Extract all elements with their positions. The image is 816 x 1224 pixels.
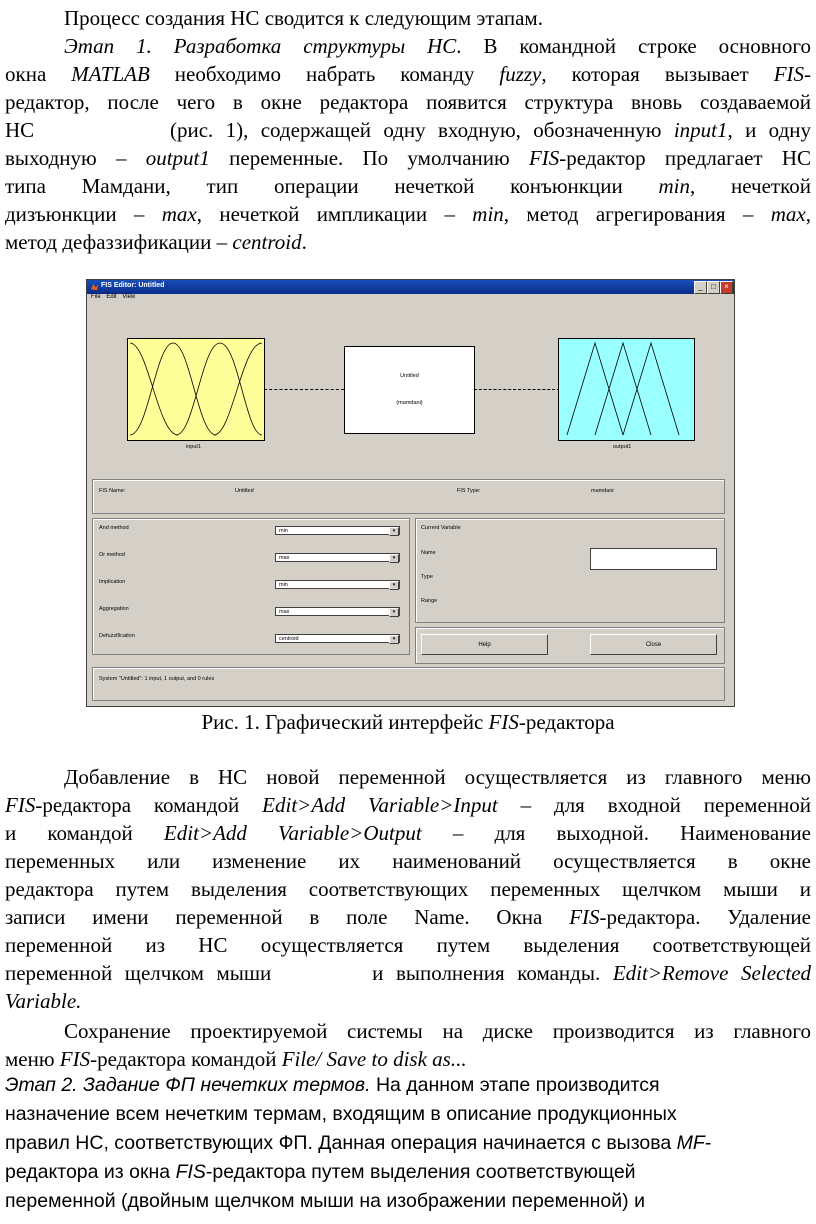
minimize-icon[interactable]: _ bbox=[694, 281, 707, 294]
text-line: редактора путем выделения соответствующих переменных щелчком мыши и bbox=[5, 877, 811, 901]
text-line: FIS-редактора командой Edit>Add Variable>Input – для входной переменной bbox=[5, 793, 812, 817]
text-line: назначение всем нечетким термам, входящим в описание продукционных bbox=[5, 1103, 677, 1125]
method-label: Aggregation bbox=[99, 606, 129, 612]
method-label: Or method bbox=[99, 552, 125, 558]
text-line: переменных или изменение их наименований осуществляется в окне bbox=[5, 849, 811, 873]
fis-diagram bbox=[89, 306, 732, 474]
system-block[interactable] bbox=[344, 346, 475, 434]
maximize-icon[interactable]: □ bbox=[707, 281, 720, 294]
menu-edit[interactable]: Edit bbox=[106, 294, 117, 300]
defuzzification-select[interactable]: centroid ▾ bbox=[275, 634, 400, 643]
implication-select[interactable]: min ▾ bbox=[275, 580, 400, 589]
fis-name-value: Untitled bbox=[235, 488, 254, 494]
current-variable-panel bbox=[415, 518, 725, 623]
chevron-down-icon: ▾ bbox=[389, 581, 399, 590]
connector bbox=[474, 389, 560, 390]
status-text: System "Untitled": 1 input, 1 output, and 0 rules bbox=[99, 676, 215, 682]
method-label: Implication bbox=[99, 579, 126, 585]
text-line: Процесс создания НС сводится к следующим этапам. bbox=[64, 6, 543, 30]
text-line: переменной из НС осуществляется путем выделения соответствующей bbox=[5, 933, 811, 957]
fis-type-value: mamdani bbox=[591, 488, 614, 494]
menu-view[interactable]: View bbox=[122, 294, 136, 300]
and-method-select[interactable]: min ▾ bbox=[275, 526, 400, 535]
output-label: output1 bbox=[613, 444, 632, 450]
name-input[interactable] bbox=[590, 548, 717, 570]
chevron-down-icon: ▾ bbox=[389, 608, 399, 617]
type-label: Type bbox=[421, 574, 433, 580]
text-line: Variable. bbox=[5, 989, 82, 1013]
fis-name-label: FIS Name: bbox=[99, 488, 126, 494]
text-line: метод дефаззификации – centroid. bbox=[5, 230, 307, 254]
menu-bar bbox=[87, 294, 734, 304]
text-line: типа Мамдани, тип операции нечеткой конъюнкции min, нечеткой bbox=[5, 174, 811, 198]
close-icon[interactable]: × bbox=[720, 281, 733, 294]
text-line: Этап 2. Задание ФП нечетких термов. На данном этапе производится bbox=[5, 1074, 660, 1096]
method-label: And method bbox=[99, 525, 129, 531]
help-button[interactable]: Help bbox=[421, 634, 548, 655]
chevron-down-icon: ▾ bbox=[389, 527, 399, 536]
name-label: Name bbox=[421, 550, 436, 556]
text-line: переменной (двойным щелчком мыши на изображении переменной) и bbox=[5, 1190, 645, 1212]
text-line: меню FIS-редактора командой File/ Save to disk as... bbox=[5, 1047, 467, 1071]
or-method-select[interactable]: max ▾ bbox=[275, 553, 400, 562]
text-line: Сохранение проектируемой системы на диске производится из главного bbox=[64, 1019, 811, 1043]
text-line: выходную – output1 переменные. По умолчанию FIS-редактор предлагает НС bbox=[5, 146, 811, 170]
output-variable-block[interactable] bbox=[558, 338, 695, 441]
matlab-logo-icon bbox=[90, 282, 99, 291]
text-line: записи имени переменной в поле Name. Окна FIS-редактора. Удаление bbox=[5, 905, 811, 929]
fis-editor-window bbox=[86, 279, 735, 707]
system-name: Untitled bbox=[400, 373, 419, 379]
input-variable-block[interactable] bbox=[127, 338, 265, 441]
close-button[interactable]: Close bbox=[590, 634, 717, 655]
figure-caption: Рис. 1. Графический интерфейс FIS-редактора bbox=[201, 710, 615, 734]
chevron-down-icon: ▾ bbox=[389, 554, 399, 563]
fis-info-panel bbox=[92, 479, 725, 514]
window-title: FIS Editor: Untitled bbox=[101, 282, 165, 289]
text-line: дизъюнкции – max, нечеткой импликации – min, метод агрегирования – max, bbox=[5, 202, 811, 226]
text-line: редактора из окна FIS-редактора путем выделения соответствующей bbox=[5, 1161, 636, 1183]
text-line: Добавление в НС новой переменной осуществляется из главного меню bbox=[64, 765, 811, 789]
aggregation-select[interactable]: max ▾ bbox=[275, 607, 400, 616]
system-type: (mamdani) bbox=[396, 400, 423, 406]
methods-panel bbox=[92, 518, 410, 655]
current-variable-label: Current Variable bbox=[421, 525, 461, 531]
button-panel bbox=[415, 627, 725, 664]
connector bbox=[264, 389, 344, 390]
text-line: и командой Edit>Add Variable>Output – для выходной. Наименование bbox=[5, 821, 811, 845]
output-mf-plot bbox=[559, 339, 694, 440]
text-line: правил НС, соответствующих ФП. Данная операция начинается с вызова MF- bbox=[5, 1132, 712, 1154]
title-bar bbox=[87, 280, 734, 294]
text-line: окна MATLAB необходимо набрать команду fuzzy, которая вызывает FIS- bbox=[5, 62, 812, 86]
menu-file[interactable]: File bbox=[91, 294, 101, 300]
range-label: Range bbox=[421, 598, 438, 604]
status-panel bbox=[92, 667, 725, 701]
chevron-down-icon: ▾ bbox=[389, 635, 399, 644]
input-label: input1 bbox=[186, 444, 201, 450]
input-mf-plot bbox=[128, 339, 264, 440]
fis-type-label: FIS Type: bbox=[457, 488, 481, 494]
method-label: Defuzzification bbox=[99, 633, 135, 639]
text-line: редактор, после чего в окне редактора появится структура вновь создаваемой bbox=[5, 90, 811, 114]
text-line: переменной щелчком мыши и выполнения команды. Edit>Remove Selected bbox=[5, 961, 812, 985]
text-line: НС (рис. 1), содержащей одну входную, обозначенную input1, и одну bbox=[5, 118, 811, 142]
text-line: Этап 1. Разработка структуры НС. В командной строке основного bbox=[64, 34, 811, 58]
